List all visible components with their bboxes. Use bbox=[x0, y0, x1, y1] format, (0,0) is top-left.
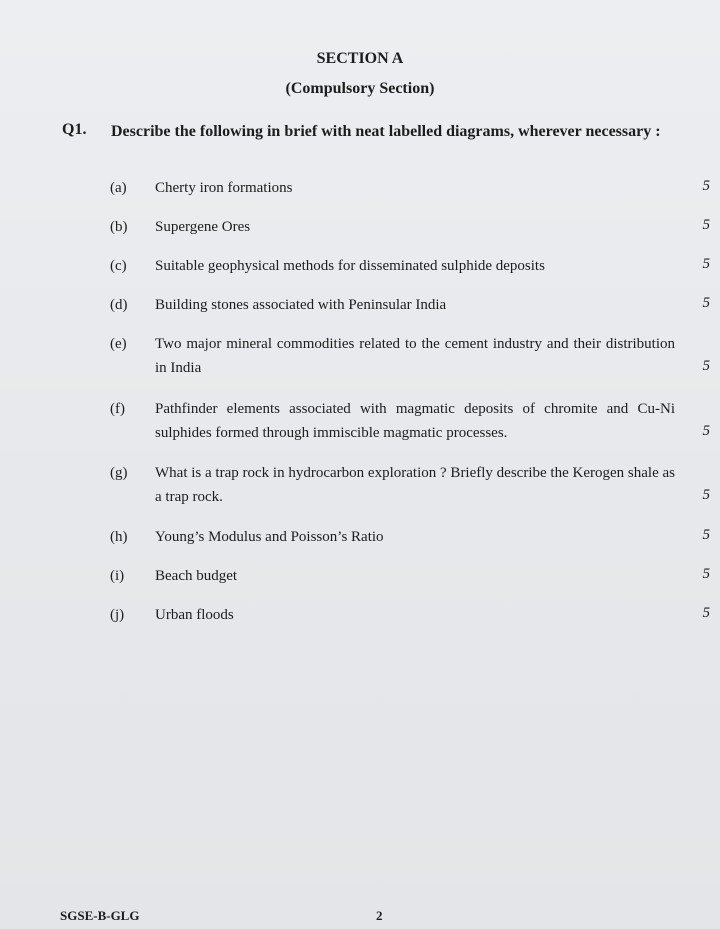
question-number: Q1. bbox=[62, 121, 87, 138]
part-text: Suitable geophysical methods for disseminated sulphide deposits bbox=[155, 258, 545, 274]
part-label: (g) bbox=[110, 465, 128, 481]
part-text: What is a trap rock in hydrocarbon exploration ? Briefly describe the Kerogen shale as a trap rock. bbox=[155, 465, 675, 505]
part-label: (f) bbox=[110, 401, 125, 417]
part-marks: 5 bbox=[702, 423, 710, 439]
part-label: (a) bbox=[110, 180, 127, 196]
part-marks: 5 bbox=[702, 487, 710, 503]
part-label: (i) bbox=[110, 568, 125, 584]
part-text: Two major mineral commodities related to the cement industry and their distribution in India bbox=[155, 336, 675, 376]
part-label: (h) bbox=[110, 529, 128, 545]
page-number: 2 bbox=[376, 908, 383, 923]
part-label: (e) bbox=[110, 336, 127, 352]
part-label: (j) bbox=[110, 607, 125, 623]
part-marks: 5 bbox=[702, 295, 710, 311]
part-marks: 5 bbox=[702, 217, 710, 233]
part-text: Beach budget bbox=[155, 568, 238, 584]
part-label: (d) bbox=[110, 297, 128, 313]
part-marks: 5 bbox=[702, 256, 710, 272]
part-marks: 5 bbox=[702, 178, 710, 194]
part-marks: 5 bbox=[702, 358, 710, 374]
part-marks: 5 bbox=[702, 605, 710, 621]
paper-code: SGSE-B-GLG bbox=[60, 908, 140, 923]
part-label: (b) bbox=[110, 219, 128, 235]
question-stem: Describe the following in brief with neat labelled diagrams, wherever necessary : bbox=[111, 123, 661, 140]
part-marks: 5 bbox=[702, 527, 710, 543]
part-label: (c) bbox=[110, 258, 127, 274]
part-text: Pathfinder elements associated with magmatic deposits of chromite and Cu-Ni sulphides formed through immiscible magmatic processes. bbox=[155, 401, 675, 441]
part-marks: 5 bbox=[702, 566, 710, 582]
part-text: Building stones associated with Peninsular India bbox=[155, 297, 447, 313]
part-text: Supergene Ores bbox=[155, 219, 251, 235]
part-text: Cherty iron formations bbox=[155, 180, 293, 196]
part-text: Young’s Modulus and Poisson’s Ratio bbox=[155, 529, 384, 545]
section-subtitle: (Compulsory Section) bbox=[285, 80, 435, 97]
section-title: SECTION A bbox=[316, 50, 404, 67]
part-text: Urban floods bbox=[155, 607, 234, 623]
